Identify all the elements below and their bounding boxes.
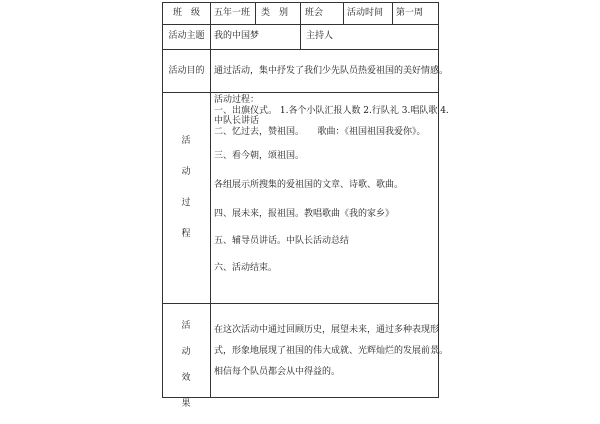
grade-value: 五年一班 [214, 8, 251, 18]
process-step-1-line-2: 中队长讲话 [214, 116, 260, 126]
header-divider-c [343, 2, 344, 24]
process-step-3: 三、看今朝，颂祖国。 [214, 151, 305, 161]
effect-label-char: 动 [181, 347, 191, 357]
grade-label: 班 级 [172, 8, 200, 18]
row-divider-3 [162, 92, 438, 93]
process-label [176, 135, 196, 259]
process-intro: 活动过程： [214, 95, 260, 105]
header-divider-a [255, 2, 256, 24]
type-label: 类 别 [261, 8, 289, 18]
theme-label: 活动主题 [168, 31, 205, 41]
label-column-divider [210, 2, 211, 398]
process-step-3-detail: 各组展示所搜集的爱祖国的文章、诗歌、歌曲。 [214, 180, 404, 190]
process-label-char: 程 [181, 229, 191, 239]
process-step-5: 五、辅导员讲话。中队长活动总结 [214, 236, 350, 246]
row-divider-2 [162, 49, 438, 50]
effect-label-char: 效 [181, 373, 191, 383]
effect-line-1: 在这次活动中通过回顾历史，展望未来，通过多种表现形 [214, 325, 440, 335]
time-value: 第一周 [396, 8, 424, 18]
process-step-2: 二、忆过去，赞祖国。 歌曲：《祖国祖国我爱你》。 [214, 127, 426, 137]
effect-label-char: 活 [181, 321, 191, 331]
header-divider-d [392, 2, 393, 24]
effect-label-char: 果 [181, 399, 191, 409]
purpose-label: 活动目的 [168, 66, 205, 76]
host-label: 主持人 [306, 31, 334, 41]
type-value: 班会 [305, 8, 324, 18]
effect-label [176, 320, 196, 424]
process-label-char: 过 [181, 198, 191, 208]
row-divider-4 [162, 303, 438, 304]
effect-line-2: 式，形象地展现了祖国的伟大成就、光辉灿烂的发展前景。 [214, 346, 449, 356]
time-label: 活动时间 [347, 8, 384, 18]
effect-line-3: 相信每个队员都会从中得益的。 [214, 367, 341, 377]
process-step-6: 六、活动结束。 [214, 263, 278, 273]
theme-value: 我的中国梦 [214, 31, 260, 41]
table-border-bottom [162, 397, 438, 398]
process-step-4: 四、展未来，报祖国。教唱歌曲《我的家乡》 [214, 209, 395, 219]
process-label-char: 活 [181, 136, 191, 146]
header-divider-b [300, 2, 301, 49]
table-border-left [162, 2, 163, 398]
purpose-text: 通过活动，集中抒发了我们少先队员热爱祖国的美好情感。 [214, 66, 449, 76]
process-label-char: 动 [181, 167, 191, 177]
table-border-right [438, 2, 439, 398]
process-step-1-line-1: 一、出旗仪式。 1.各个小队汇报人数 2.行队礼 3.唱队歌 4. [214, 106, 449, 116]
